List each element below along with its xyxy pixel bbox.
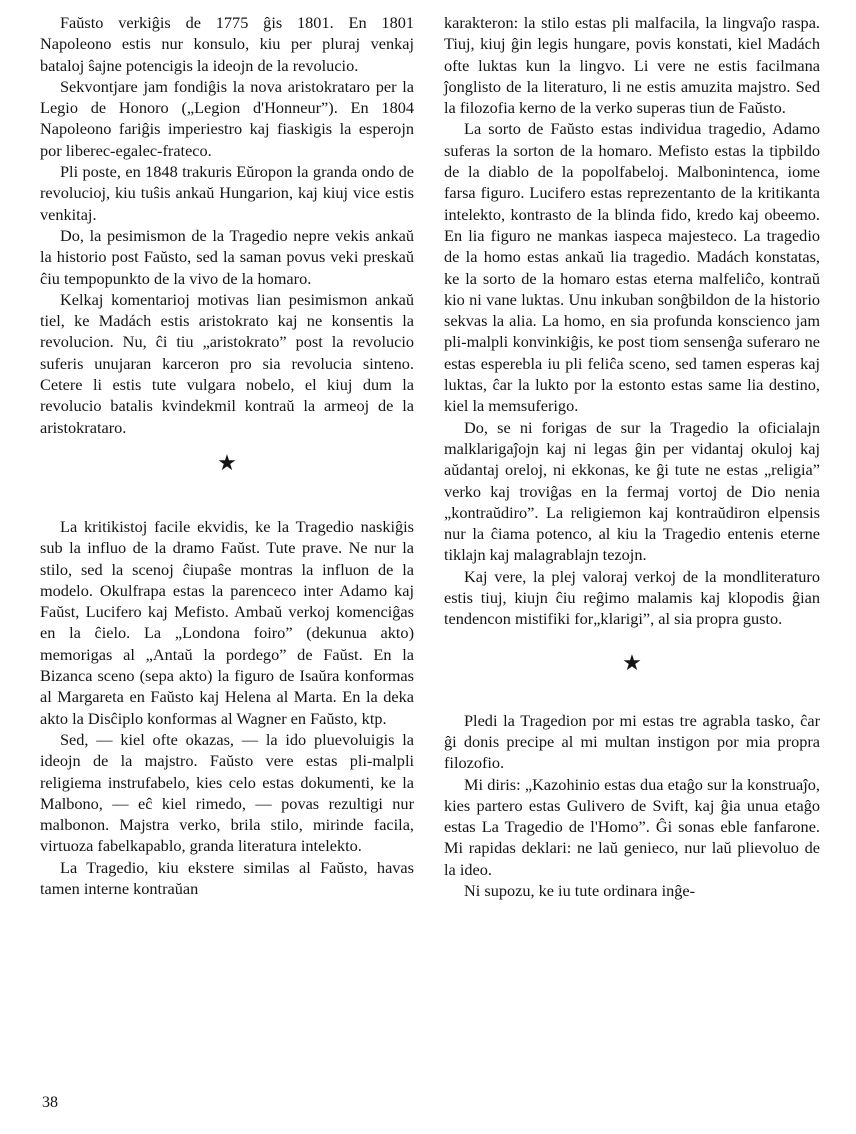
paragraph: Kelkaj komentarioj motivas lian pesimismon ankaŭ tiel, ke Madách estis aristokrato kaj ne konsentis la revolucion. Nu, ĉi tiu „aristokrato” post la revolucio suferis unujaran karceron pro sia revolucia sinteno. Cetere li estis tute vulgara nobelo, el kiuj dum la revolucio batalis kvindekmil kontraŭ la armeoj de la aristokrataro. — [40, 289, 414, 437]
paragraph: Sed, — kiel ofte okazas, — la ido pluevoluigis la ideojn de la majstro. Faŭsto vere estas pli-malpli religiema instrufabelo, kies celo estas dokumenti, ke la Malbono, — eĉ kiel rimedo, — povas rezultigi nur malbonon. Majstra verko, brila stilo, mirinde facila, virtuoza fabelkapablo, granda literatura intelekto. — [40, 729, 414, 856]
paragraph: Kaj vere, la plej valoraj verkoj de la mondliteraturo estis tiuj, kiujn ĉiu reĝimo malamis kaj klopodis ĝian tendencon mistifiki for„klarigi”, al sia propra gusto. — [444, 566, 820, 629]
paragraph: Ni supozu, ke iu tute ordinara inĝe- — [464, 880, 696, 900]
paragraph: Faŭsto verkiĝis de 1775 ĝis 1801. En 1801 Napoleono estis nur konsulo, kiu per pluraj venkaj bataloj ŝajne potencigis la ideojn de la revolucio. — [40, 13, 414, 75]
section-separator-star: ★ — [622, 649, 642, 675]
paragraph: Mi diris: „Kazohinio estas dua etaĝo sur la konstruaĵo, kies partero estas Gulivero de Svift, kaj ĝia unua etaĝo estas La Tragedio de l'Homo”. Ĝi sonas eble fanfarone. Mi rapidas deklari: ne laŭ genieco, nur laŭ plievoluo de la ideo. — [444, 774, 820, 879]
left-column — [40, 12, 414, 899]
paragraph: Do, la pesimismon de la Tragedio nepre vekis ankaŭ la historio post Faŭsto, sed la saman povus veki preskaŭ ĉiu tempopunkto de la vivo de la homaro. — [40, 225, 414, 288]
paragraph: Do, se ni forigas de sur la Tragedio la oficialajn malklarigaĵojn kaj ni legas ĝin per vidantaj okuloj kaj aŭdantaj oreloj, ni ekkonas, ke ĝi tute ne estas „religia” verko kaj troviĝas en la fermaj vortoj de Dio nenia „kontraŭdiro”. La religiemon kaj kontraŭdiron elpensis nur la ĉiama potenco, al kiu la Tragedio entenis eterne tiklajn kaj malagrablajn tezojn. — [444, 417, 820, 565]
paragraph: Sekvontjare jam fondiĝis la nova aristokrataro per la Legio de Honoro („Legion d'Honneur”). En 1804 Napoleono fariĝis imperiestro kaj fiaskigis la esperojn por liberec-egalec-frateco. — [40, 76, 414, 160]
right-column — [444, 12, 820, 901]
paragraph: La sorto de Faŭsto estas individua tragedio, Adamo suferas la sorton de la homaro. Mefisto estas la tipbildo de la diablo de la popolfabeloj. Malbonintenca, iome farsa figuro. Lucifero estas reprezentanto de la kritikanta intelekto, kontrasto de la blinda fido, kredo kaj obeemo. En lia figuro ne mankas iaspeca majesteco. La tragedio de la homo estas ankaŭ lia tragedio. Madách konstatas, ke la sorto de la homaro estas eterna malfeliĉo, kontraŭ kio ni vane luktas. Unu inkuban sonĝbildon de la historio sekvas la alia. La homo, en sia profunda konscienco jam pli-malpli konvinkiĝis, ke post tiom sensenĝa suferaro ne estas esperebla iu pli feliĉa sceno, sed tamen esperas kaj luktas, ĉar la lukto por la estonto estas same lia destino, kiel la memsuferigo. — [444, 119, 820, 416]
paragraph: La Tragedio, kiu ekstere similas al Faŭsto, havas tamen interne kontraŭan — [40, 857, 414, 898]
paragraph: karakteron: la stilo estas pli malfacila, la lingvaĵo raspa. Tiuj, kiuj ĝin legis hungare, povis konstati, kiel Madách ofte luktas kun la lingvo. Li vere ne estis facilmana ĵonglisto de la literaturo, li ne estis amuzita majstro. Sed la filozofia kerno de la verko superas tiun de Faŭsto. — [444, 13, 820, 118]
paragraph: Pledi la Tragedion por mi estas tre agrabla tasko, ĉar ĝi donis precipe al mi multan instigon por mia propra filozofio. — [444, 710, 820, 773]
paragraph: Pli poste, en 1848 trakuris Eŭropon la granda ondo de revolucioj, kiu tuŝis ankaŭ Hungarion, kaj kiuj vice estis venkitaj. — [40, 162, 414, 224]
section-separator-star: ★ — [217, 449, 237, 475]
page-number: 38 — [42, 1094, 58, 1111]
paragraph: La kritikistoj facile ekvidis, ke la Tragedio naskiĝis sub la influo de la dramo Faŭst. Tute prave. Ne nur la stilo, sed la scenoj ĉiupaŝe montras la influon de la modelo. Okulfrapa estas la parenceco inter Adamo kaj Faŭst, Lucifero kaj Mefisto. Ambaŭ verkoj komenciĝas en la ĉielo. La „Londona foiro” (dekunua akto) memorigas al „Antaŭ la pordego” de Faŭst. En la Bizanca sceno (sepa akto) la figuro de Isaŭra konformas al Margareta en Faŭsto kaj Helena al Marta. En la deka akto la Disĉiplo konformas al Wagner en Faŭsto, ktp. — [40, 516, 414, 728]
